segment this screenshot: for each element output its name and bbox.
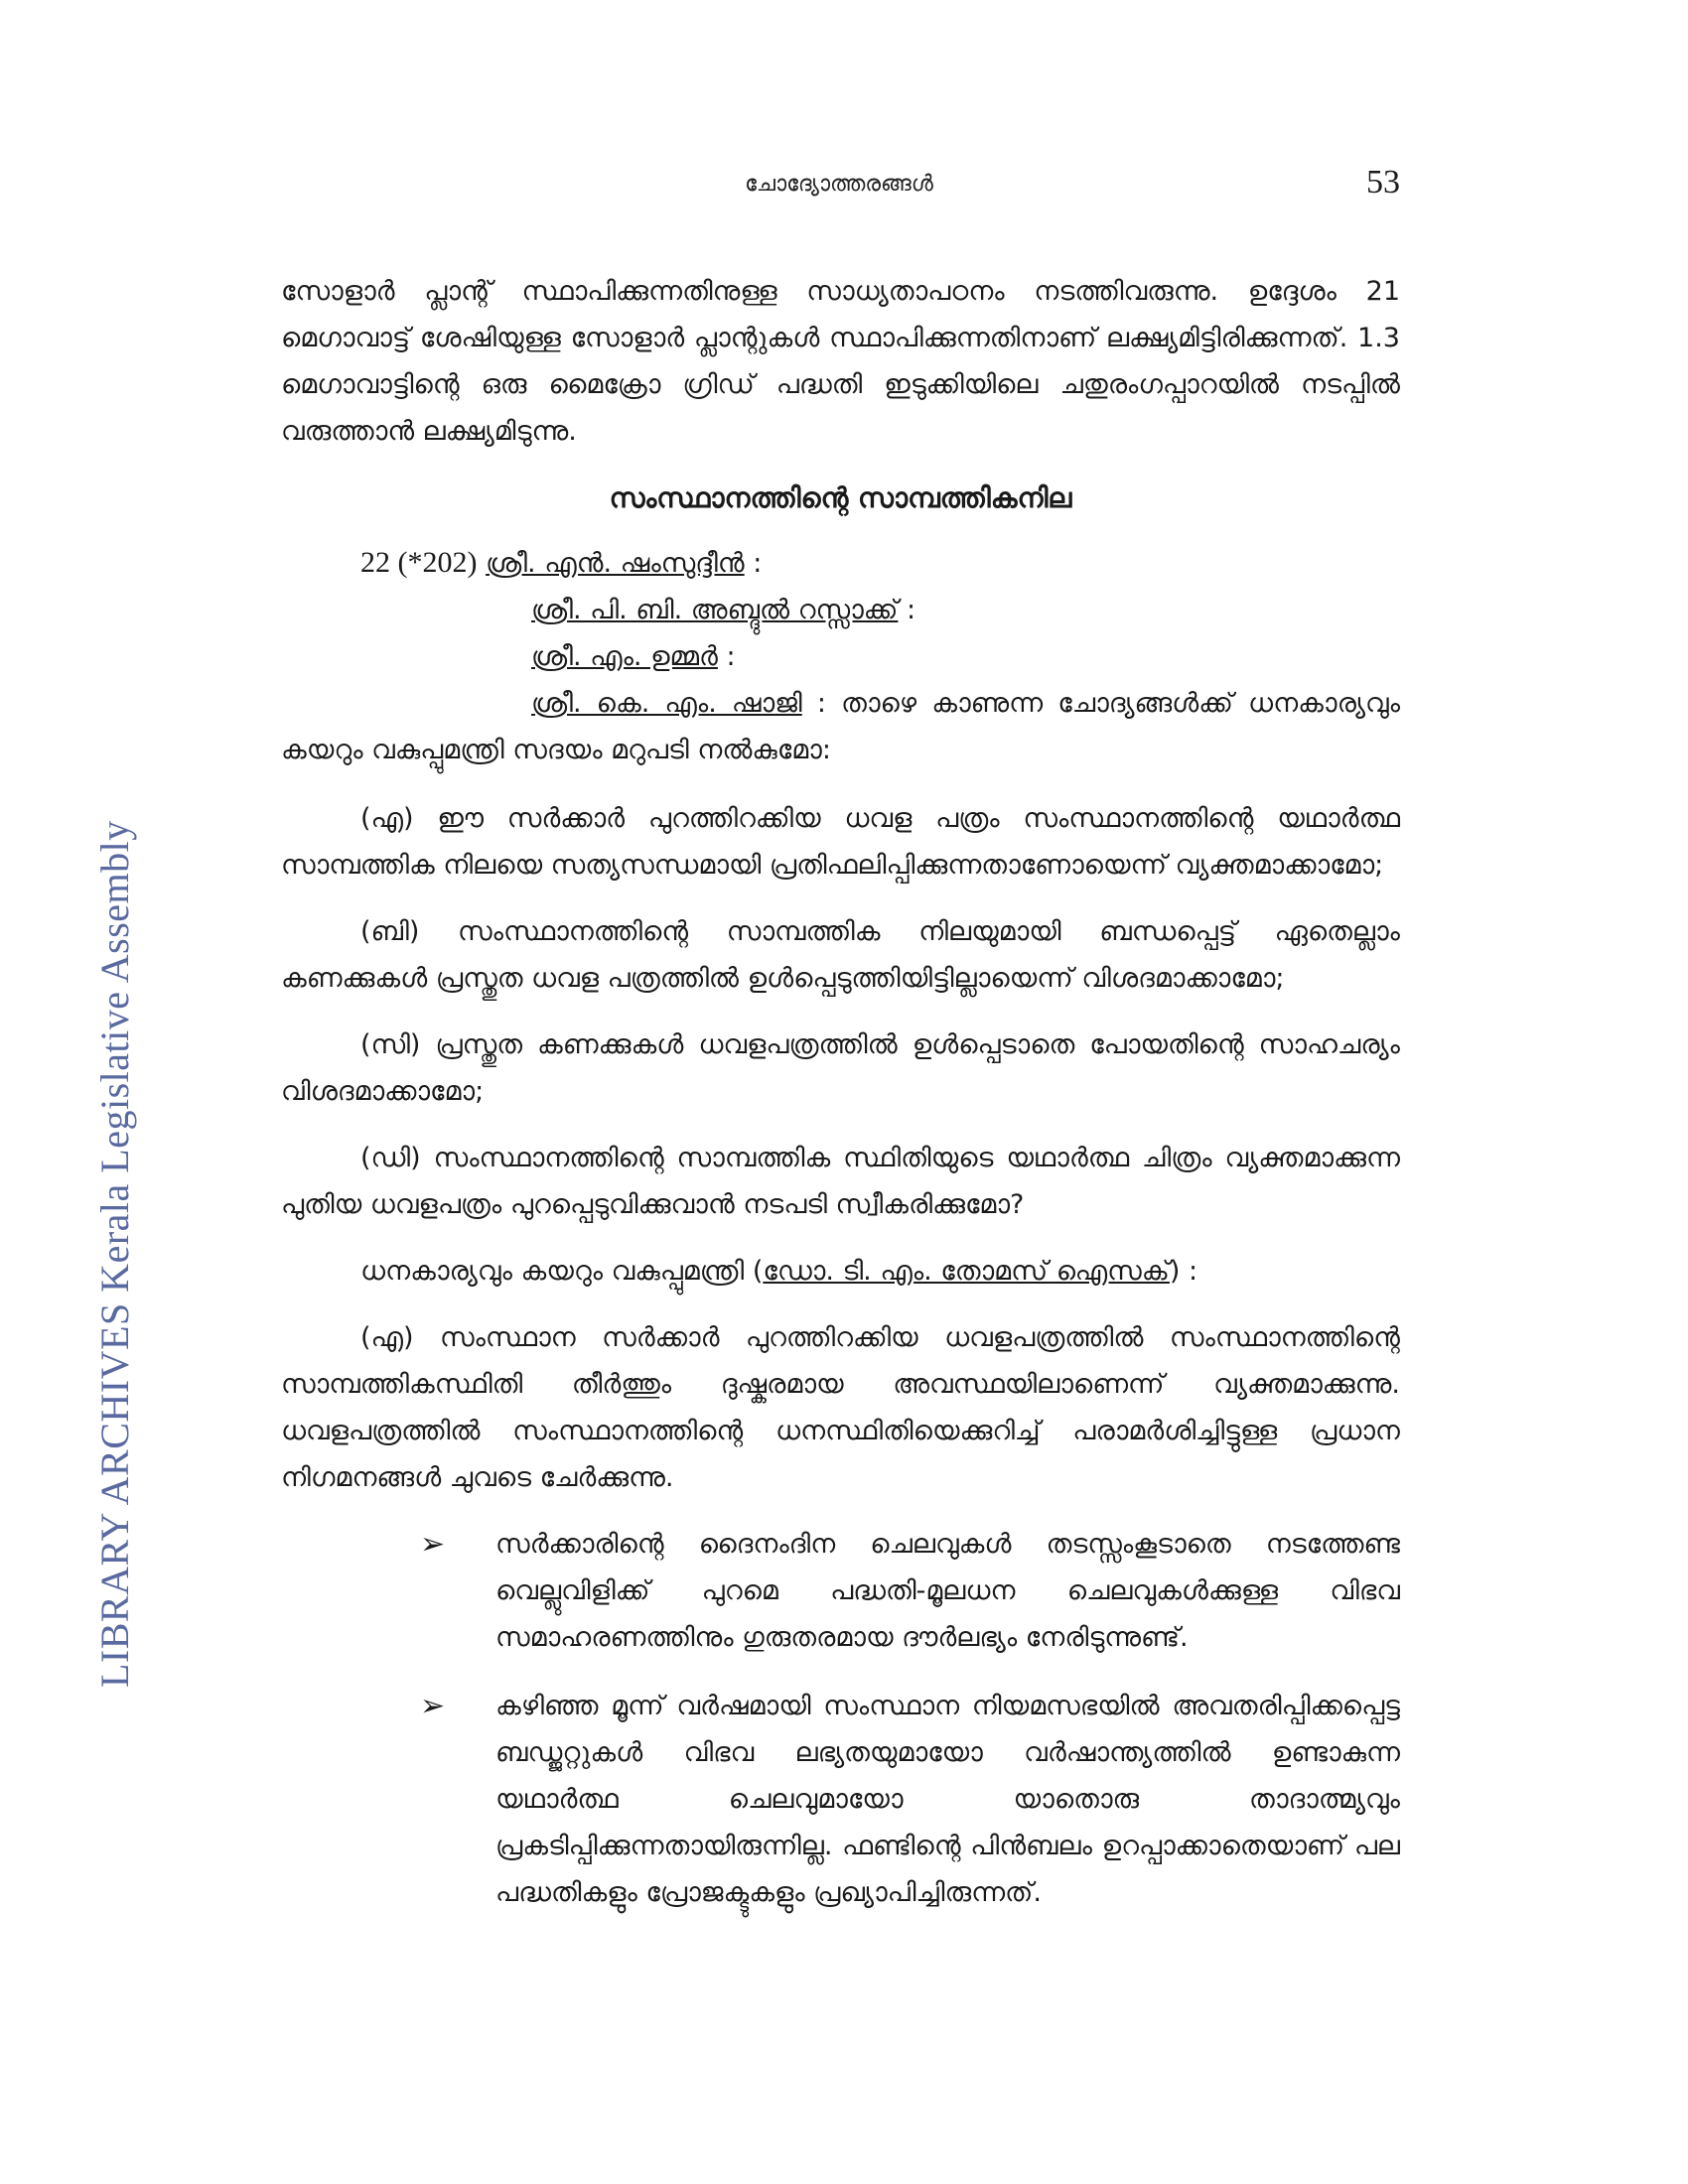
answer-heading — [281, 1248, 1400, 1295]
question-intro — [281, 680, 1400, 773]
minister-name: ഡോ. ടി. എം. തോമസ് ഐസക് — [763, 1256, 1170, 1287]
member-separator: : — [744, 548, 763, 579]
answer-bullet-list — [281, 1521, 1400, 1916]
running-head: ചോദ്യോത്തരങ്ങൾ — [745, 172, 933, 197]
section-heading: സംസ്ഥാനത്തിന്റെ സാമ്പത്തികനില — [609, 481, 1072, 514]
question-block — [281, 539, 1400, 773]
question-member-line — [281, 587, 1400, 633]
bullet-text: സർക്കാരിന്റെ ദൈനംദിന ചെലവുകൾ തടസ്സംകൂടാതെ നടത്തേണ്ട വെല്ലുവിളിക്ക് പുറമെ പദ്ധതി-മൂലധന ചെലവുകൾക്കുള്ള വിഭവ സമാഹരണത്തിനും ഗുരുതരമായ ദൗർലഭ്യം നേരിടുന്നുണ്ട്. — [495, 1529, 1400, 1653]
list-item — [420, 1683, 1400, 1916]
minister-prefix: ധനകാര്യവും കയറും വകുപ്പുമന്ത്രി ( — [360, 1256, 764, 1287]
member-name: ശ്രീ. കെ. എം. ഷാജി — [531, 688, 802, 719]
question-item: (സി) പ്രസ്തുത കണക്കുകൾ ധവളപത്രത്തിൽ ഉൾപ്പെടാതെ പോയതിന്റെ സാഹചര്യം വിശദമാക്കാമോ; — [281, 1029, 1400, 1107]
question-item: (ഡി) സംസ്ഥാനത്തിന്റെ സാമ്പത്തിക സ്ഥിതിയുടെ യഥാർത്ഥ ചിത്രം വ്യക്തമാക്കുന്ന പുതിയ ധവളപത്രം പുറപ്പെടുവിക്കുവാൻ നടപടി സ്വീകരിക്കുമോ? — [281, 1143, 1400, 1220]
arrow-bullet-icon: ➢ — [420, 1689, 446, 1723]
member-name: ശ്രീ. എൻ. ഷംസുദ്ദീൻ — [486, 548, 745, 579]
intro-paragraph: സോളാർ പ്ലാന്റ് സ്ഥാപിക്കുന്നതിനുള്ള സാധ്യതാപഠനം നടത്തിവരുന്നു. ഉദ്ദേശം 21 മെഗാവാട്ട് ശേഷിയുള്ള സോളാർ പ്ലാന്റുകൾ സ്ഥാപിക്കുന്നതിനാണ് ലക്ഷ്യമിട്ടിരിക്കുന്നത്. 1.3 മെഗാവാട്ടിന്റെ ഒരു മൈക്രോ ഗ്രിഡ് പദ്ധതി ഇടുക്കിയിലെ ചതുരംഗപ്പാറയിൽ നടപ്പിൽ വരുത്താൻ ലക്ഷ്യമിടുന്നു. — [281, 276, 1400, 447]
list-item — [420, 1521, 1400, 1661]
page-header — [278, 164, 1400, 223]
question-intro-text: : താഴെ കാണുന്ന ചോദ്യങ്ങൾക്ക് ധനകാര്യവും കയറും വകുപ്പുമന്ത്രി സദയം മറുപടി നൽകുമോ: — [281, 688, 1401, 765]
question-number: 22 (*202) — [360, 546, 478, 579]
answer-paragraph: (എ) സംസ്ഥാന സർക്കാർ പുറത്തിറക്കിയ ധവളപത്രത്തിൽ സംസ്ഥാനത്തിന്റെ സാമ്പത്തികസ്ഥിതി തീർത്തും ദുഷ്കരമായ അവസ്ഥയിലാണെന്ന് വ്യക്തമാക്കുന്നു. ധവളപത്രത്തിൽ സംസ്ഥാനത്തിന്റെ ധനസ്ഥിതിയെക്കുറിച്ച് പരാമർശിച്ചിട്ടുള്ള പ്രധാന നിഗമനങ്ങൾ ചുവടെ ചേർക്കുന്നു. — [281, 1322, 1400, 1493]
member-name: ശ്രീ. പി. ബി. അബ്ദുൽ റസ്സാക്ക് — [531, 595, 899, 625]
member-name: ശ്രീ. എം. ഉമ്മർ — [531, 641, 718, 672]
question-member-line — [281, 633, 1400, 680]
minister-suffix: ) : — [1169, 1256, 1198, 1287]
page-number: 53 — [1366, 164, 1400, 201]
question-item: (ബി) സംസ്ഥാനത്തിന്റെ സാമ്പത്തിക നിലയുമായി ബന്ധപ്പെട്ട് ഏതെല്ലാം കണക്കുകൾ പ്രസ്തുത ധവള പത്രത്തിൽ ഉൾപ്പെടുത്തിയിട്ടില്ലായെന്ന് വിശദമാക്കാമോ; — [281, 916, 1400, 994]
page-content — [281, 268, 1400, 1938]
member-separator: : — [717, 641, 736, 672]
bullet-text: കഴിഞ്ഞ മൂന്ന് വർഷമായി സംസ്ഥാന നിയമസഭയിൽ അവതരിപ്പിക്കപ്പെട്ട ബഡ്ജറ്റുകൾ വിഭവ ലഭ്യതയുമായോ വർഷാന്ത്യത്തിൽ ഉണ്ടാകുന്ന യഥാർത്ഥ ചെലവുമായോ യാതൊരു താദാത്മ്യവും പ്രകടിപ്പിക്കുന്നതായിരുന്നില്ല. ഫണ്ടിന്റെ പിൻബലം ഉറപ്പാക്കാതെയാണ് പല പദ്ധതികളും പ്രോജക്ടുകളും പ്രഖ്യാപിച്ചിരുന്നത്. — [495, 1691, 1400, 1908]
arrow-bullet-icon: ➢ — [420, 1527, 446, 1562]
question-item: (എ) ഈ സർക്കാർ പുറത്തിറക്കിയ ധവള പത്രം സംസ്ഥാനത്തിന്റെ യഥാർത്ഥ സാമ്പത്തിക നിലയെ സത്യസന്ധമായി പ്രതിഫലിപ്പിക്കുന്നതാണോയെന്ന് വ്യക്തമാക്കാമോ; — [281, 803, 1400, 881]
member-separator: : — [898, 595, 916, 625]
question-first-line — [281, 539, 1400, 587]
archive-watermark: LIBRARY ARCHIVES Kerala Legislative Assembly — [92, 820, 137, 1688]
